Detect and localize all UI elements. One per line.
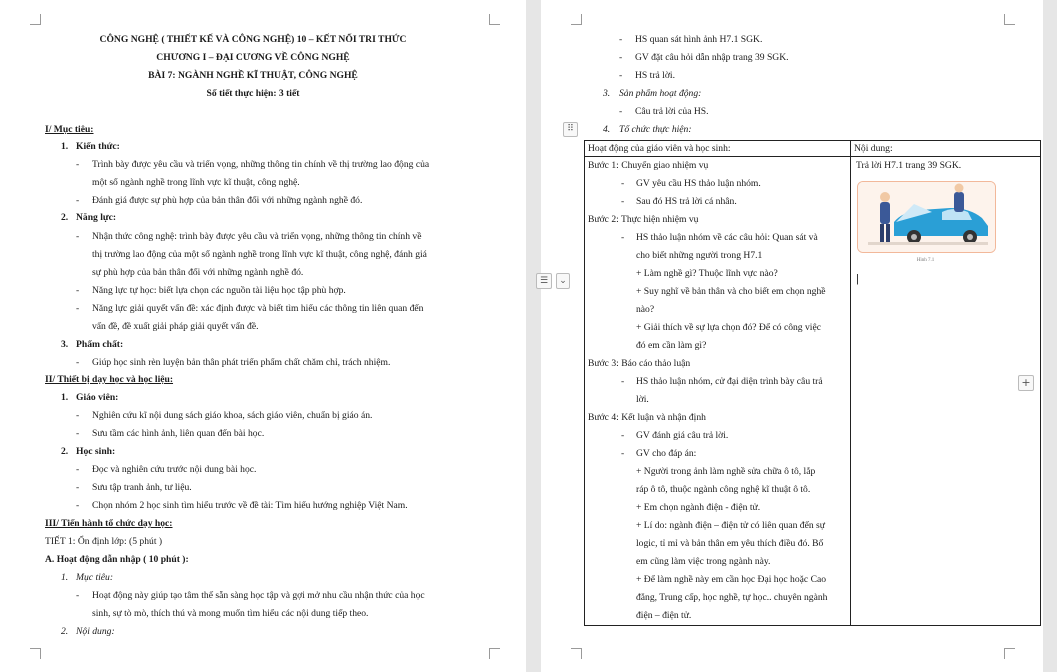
dash: - bbox=[621, 196, 625, 207]
cell-line: điện – điện tử. bbox=[636, 610, 692, 621]
paragraph-line: Năng lực tự học: biết lựa chọn các nguồn tài liệu học tập phù hợp. bbox=[92, 285, 346, 296]
cell-line: + Để làm nghề này em cần học Đại học hoặc Cao bbox=[636, 574, 827, 585]
cell-line: HS thảo luận nhóm về các câu hỏi: Quan sát và bbox=[636, 232, 818, 243]
dash: - bbox=[76, 231, 80, 242]
add-column-button[interactable]: + bbox=[1018, 375, 1034, 391]
figure-h7-1 bbox=[857, 181, 996, 253]
list-number: 3. bbox=[61, 339, 69, 350]
dash: - bbox=[619, 52, 623, 63]
cell-line: + Làm nghề gì? Thuộc lĩnh vực nào? bbox=[636, 268, 778, 279]
paragraph-line: sự phù hợp của bản thân đối với những ngành nghề đó. bbox=[92, 267, 304, 278]
margin-corner bbox=[1004, 14, 1015, 25]
paragraph-line: Đánh giá được sự phù hợp của bản thân đối với những ngành nghề đó. bbox=[92, 195, 363, 206]
heading-competence: Năng lực: bbox=[76, 212, 117, 223]
paragraph-line: Chọn nhóm 2 học sinh tìm hiểu trước về đề tài: Tìm hiểu hướng nghiệp Việt Nam. bbox=[92, 500, 408, 511]
paragraph-line: vấn đề, đề xuất giải pháp giải quyết vấn đề. bbox=[92, 321, 259, 332]
figure-caption: Hình 7.1 bbox=[916, 258, 935, 263]
paragraph-line: Hoạt động này giúp tạo tâm thế sẵn sàng học tập và gợi mở nhu cầu nhận thức của học bbox=[92, 590, 425, 601]
period-1-line: TIẾT 1: Ổn định lớp: (5 phút ) bbox=[45, 536, 163, 547]
margin-corner bbox=[571, 14, 582, 25]
heading-qualities: Phẩm chất: bbox=[76, 339, 124, 350]
paragraph-line: Năng lực giải quyết vấn đề: xác định được và biết tìm hiểu các thông tin liên quan đến bbox=[92, 303, 424, 314]
paragraph-line: sinh, sự tò mò, thích thú và mong muốn tìm hiểu các nội dung tiếp theo. bbox=[92, 608, 369, 619]
cell-line: + Lí do: ngành điện – điện tử có liên quan đến sự bbox=[636, 520, 825, 531]
text-cursor: | bbox=[856, 273, 859, 285]
header-activities: Hoạt động của giáo viên và học sinh: bbox=[588, 143, 731, 154]
dash: - bbox=[619, 70, 623, 81]
activity-a-heading: A. Hoạt động dẫn nhập ( 10 phút ): bbox=[45, 554, 189, 565]
step-4: Bước 4: Kết luận và nhận định bbox=[588, 412, 706, 423]
paragraph-line: HS quan sát hình ảnh H7.1 SGK. bbox=[635, 34, 763, 45]
cell-line: GV cho đáp án: bbox=[636, 448, 697, 459]
paragraph-line: Trình bày được yêu cầu và triển vọng, những thông tin chính về thị trường lao động của bbox=[92, 159, 430, 170]
dash: - bbox=[621, 178, 625, 189]
cell-line: + Giải thích về sự lựa chọn đó? Để có công việc bbox=[636, 322, 821, 333]
dash: - bbox=[76, 410, 80, 421]
cell-line: GV đánh giá câu trả lời. bbox=[636, 430, 729, 441]
period-count: Số tiết thực hiện: 3 tiết bbox=[206, 88, 300, 99]
margin-corner bbox=[571, 648, 582, 659]
step-3: Bước 3: Báo cáo thảo luận bbox=[588, 358, 691, 369]
table-header-cell bbox=[851, 141, 1041, 157]
margin-corner bbox=[30, 648, 41, 659]
dash: - bbox=[621, 376, 625, 387]
heading-student: Học sinh: bbox=[76, 446, 116, 457]
dash: - bbox=[76, 590, 80, 601]
list-number: 4. bbox=[603, 124, 611, 135]
cell-line: nào? bbox=[636, 304, 655, 315]
lesson-title: BÀI 7: NGÀNH NGHỀ KĨ THUẬT, CÔNG NGHỆ bbox=[148, 70, 358, 81]
content-answer: Trả lời H7.1 trang 39 SGK. bbox=[856, 160, 962, 171]
cell-line: em cũng làm việc trong ngành này. bbox=[636, 556, 771, 567]
section-teaching: III/ Tiến hành tổ chức dạy học: bbox=[45, 518, 173, 529]
step-2: Bước 2: Thực hiện nhiệm vụ bbox=[588, 214, 699, 225]
dash: - bbox=[619, 106, 623, 117]
cell-line: + Người trong ảnh làm nghề sửa chữa ô tô, lắp bbox=[636, 466, 816, 477]
paragraph-line: Nhận thức công nghệ: trình bày được yêu cầu và triển vọng, những thông tin chính về bbox=[92, 231, 422, 242]
section-objectives: I/ Mục tiêu: bbox=[45, 124, 94, 135]
dash: - bbox=[76, 428, 80, 439]
paragraph-line: Nghiên cứu kĩ nội dung sách giáo khoa, sách giáo viên, chuẩn bị giáo án. bbox=[92, 410, 373, 421]
cell-line: Sau đó HS trả lời cá nhân. bbox=[636, 196, 737, 207]
list-number: 2. bbox=[61, 446, 69, 457]
paragraph-line: Câu trả lời của HS. bbox=[635, 106, 709, 117]
page-left bbox=[0, 0, 526, 672]
cell-line: đẳng, Trung cấp, học nghề, tự học.. chuyên ngành bbox=[636, 592, 828, 603]
cell-line: ráp ô tô, thuộc ngành công nghệ kĩ thuật ô tô. bbox=[636, 484, 811, 495]
margin-corner bbox=[489, 648, 500, 659]
dash: - bbox=[621, 232, 625, 243]
list-number: 2. bbox=[61, 212, 69, 223]
table-header-cell bbox=[585, 141, 851, 157]
dash: - bbox=[76, 195, 80, 206]
paragraph-line: HS trả lời. bbox=[635, 70, 675, 81]
header-content: Nội dung: bbox=[854, 143, 893, 154]
chapter-title: CHƯƠNG I – ĐẠI CƯƠNG VỀ CÔNG NGHỆ bbox=[156, 52, 350, 63]
chevron-down-icon[interactable]: ⌄ bbox=[556, 273, 570, 289]
list-number: 3. bbox=[603, 88, 611, 99]
cell-line: đó em cần làm gì? bbox=[636, 340, 707, 351]
heading-knowledge: Kiến thức: bbox=[76, 141, 120, 152]
dash: - bbox=[621, 448, 625, 459]
cell-line: + Em chọn ngành điện - điện tử. bbox=[636, 502, 761, 513]
heading-teacher: Giáo viên: bbox=[76, 392, 119, 403]
table-move-handle-icon[interactable]: ⠿ bbox=[563, 122, 578, 137]
heading-product: Sản phẩm hoạt động: bbox=[619, 88, 702, 99]
list-number: 1. bbox=[61, 572, 69, 583]
paragraph-line: GV đặt câu hỏi dẫn nhập trang 39 SGK. bbox=[635, 52, 789, 63]
heading-content: Nội dung: bbox=[76, 626, 115, 637]
doc-title: CÔNG NGHỆ ( THIẾT KẾ VÀ CÔNG NGHỆ) 10 – KẾT NỐI TRI THỨC bbox=[99, 34, 407, 45]
dash: - bbox=[76, 285, 80, 296]
margin-corner bbox=[1004, 648, 1015, 659]
cell-line: HS thảo luận nhóm, cử đại diện trình bày câu trả bbox=[636, 376, 823, 387]
cell-line: GV yêu cầu HS thảo luận nhóm. bbox=[636, 178, 761, 189]
cell-line: lời. bbox=[636, 394, 649, 405]
activities-cell[interactable] bbox=[585, 157, 851, 626]
cell-line: cho biết những người trong H7.1 bbox=[636, 250, 763, 261]
paragraph-line: Sưu tầm các hình ảnh, liên quan đến bài học. bbox=[92, 428, 265, 439]
paragraph-line: thị trường lao động của một số ngành nghề trong lĩnh vực kĩ thuật, công nghệ, đánh giá bbox=[92, 249, 427, 260]
dash: - bbox=[621, 430, 625, 441]
paragraph-line: Giúp học sinh rèn luyện bản thân phát triển phẩm chất chăm chỉ, trách nhiệm. bbox=[92, 357, 391, 368]
dash: - bbox=[76, 303, 80, 314]
dash: - bbox=[76, 159, 80, 170]
dash: - bbox=[76, 500, 80, 511]
heading-organization: Tổ chức thực hiện: bbox=[619, 124, 692, 135]
margin-corner bbox=[489, 14, 500, 25]
paragraph-line: một số ngành nghề trong lĩnh vực kĩ thuật, công nghệ. bbox=[92, 177, 300, 188]
paragraph-line: Sưu tập tranh ảnh, tư liệu. bbox=[92, 482, 192, 493]
cell-line: + Suy nghĩ về bản thân và cho biết em chọn nghề bbox=[636, 286, 826, 297]
layout-options-icon[interactable]: ☰ bbox=[536, 273, 552, 289]
dash: - bbox=[619, 34, 623, 45]
dash: - bbox=[76, 482, 80, 493]
cell-line: logic, tỉ mỉ và bản thân em yêu thích điều đó. Bố bbox=[636, 538, 824, 549]
car-repair-illustration bbox=[858, 182, 995, 252]
paragraph-line: Đọc và nghiên cứu trước nội dung bài học. bbox=[92, 464, 257, 475]
dash: - bbox=[76, 464, 80, 475]
step-1: Bước 1: Chuyển giao nhiệm vụ bbox=[588, 160, 709, 171]
list-number: 1. bbox=[61, 392, 69, 403]
list-number: 2. bbox=[61, 626, 69, 637]
dash: - bbox=[76, 357, 80, 368]
section-equipment: II/ Thiết bị dạy học và học liệu: bbox=[45, 374, 174, 385]
heading-objective: Mục tiêu: bbox=[76, 572, 114, 583]
margin-corner bbox=[30, 14, 41, 25]
page-right bbox=[541, 0, 1043, 672]
list-number: 1. bbox=[61, 141, 69, 152]
